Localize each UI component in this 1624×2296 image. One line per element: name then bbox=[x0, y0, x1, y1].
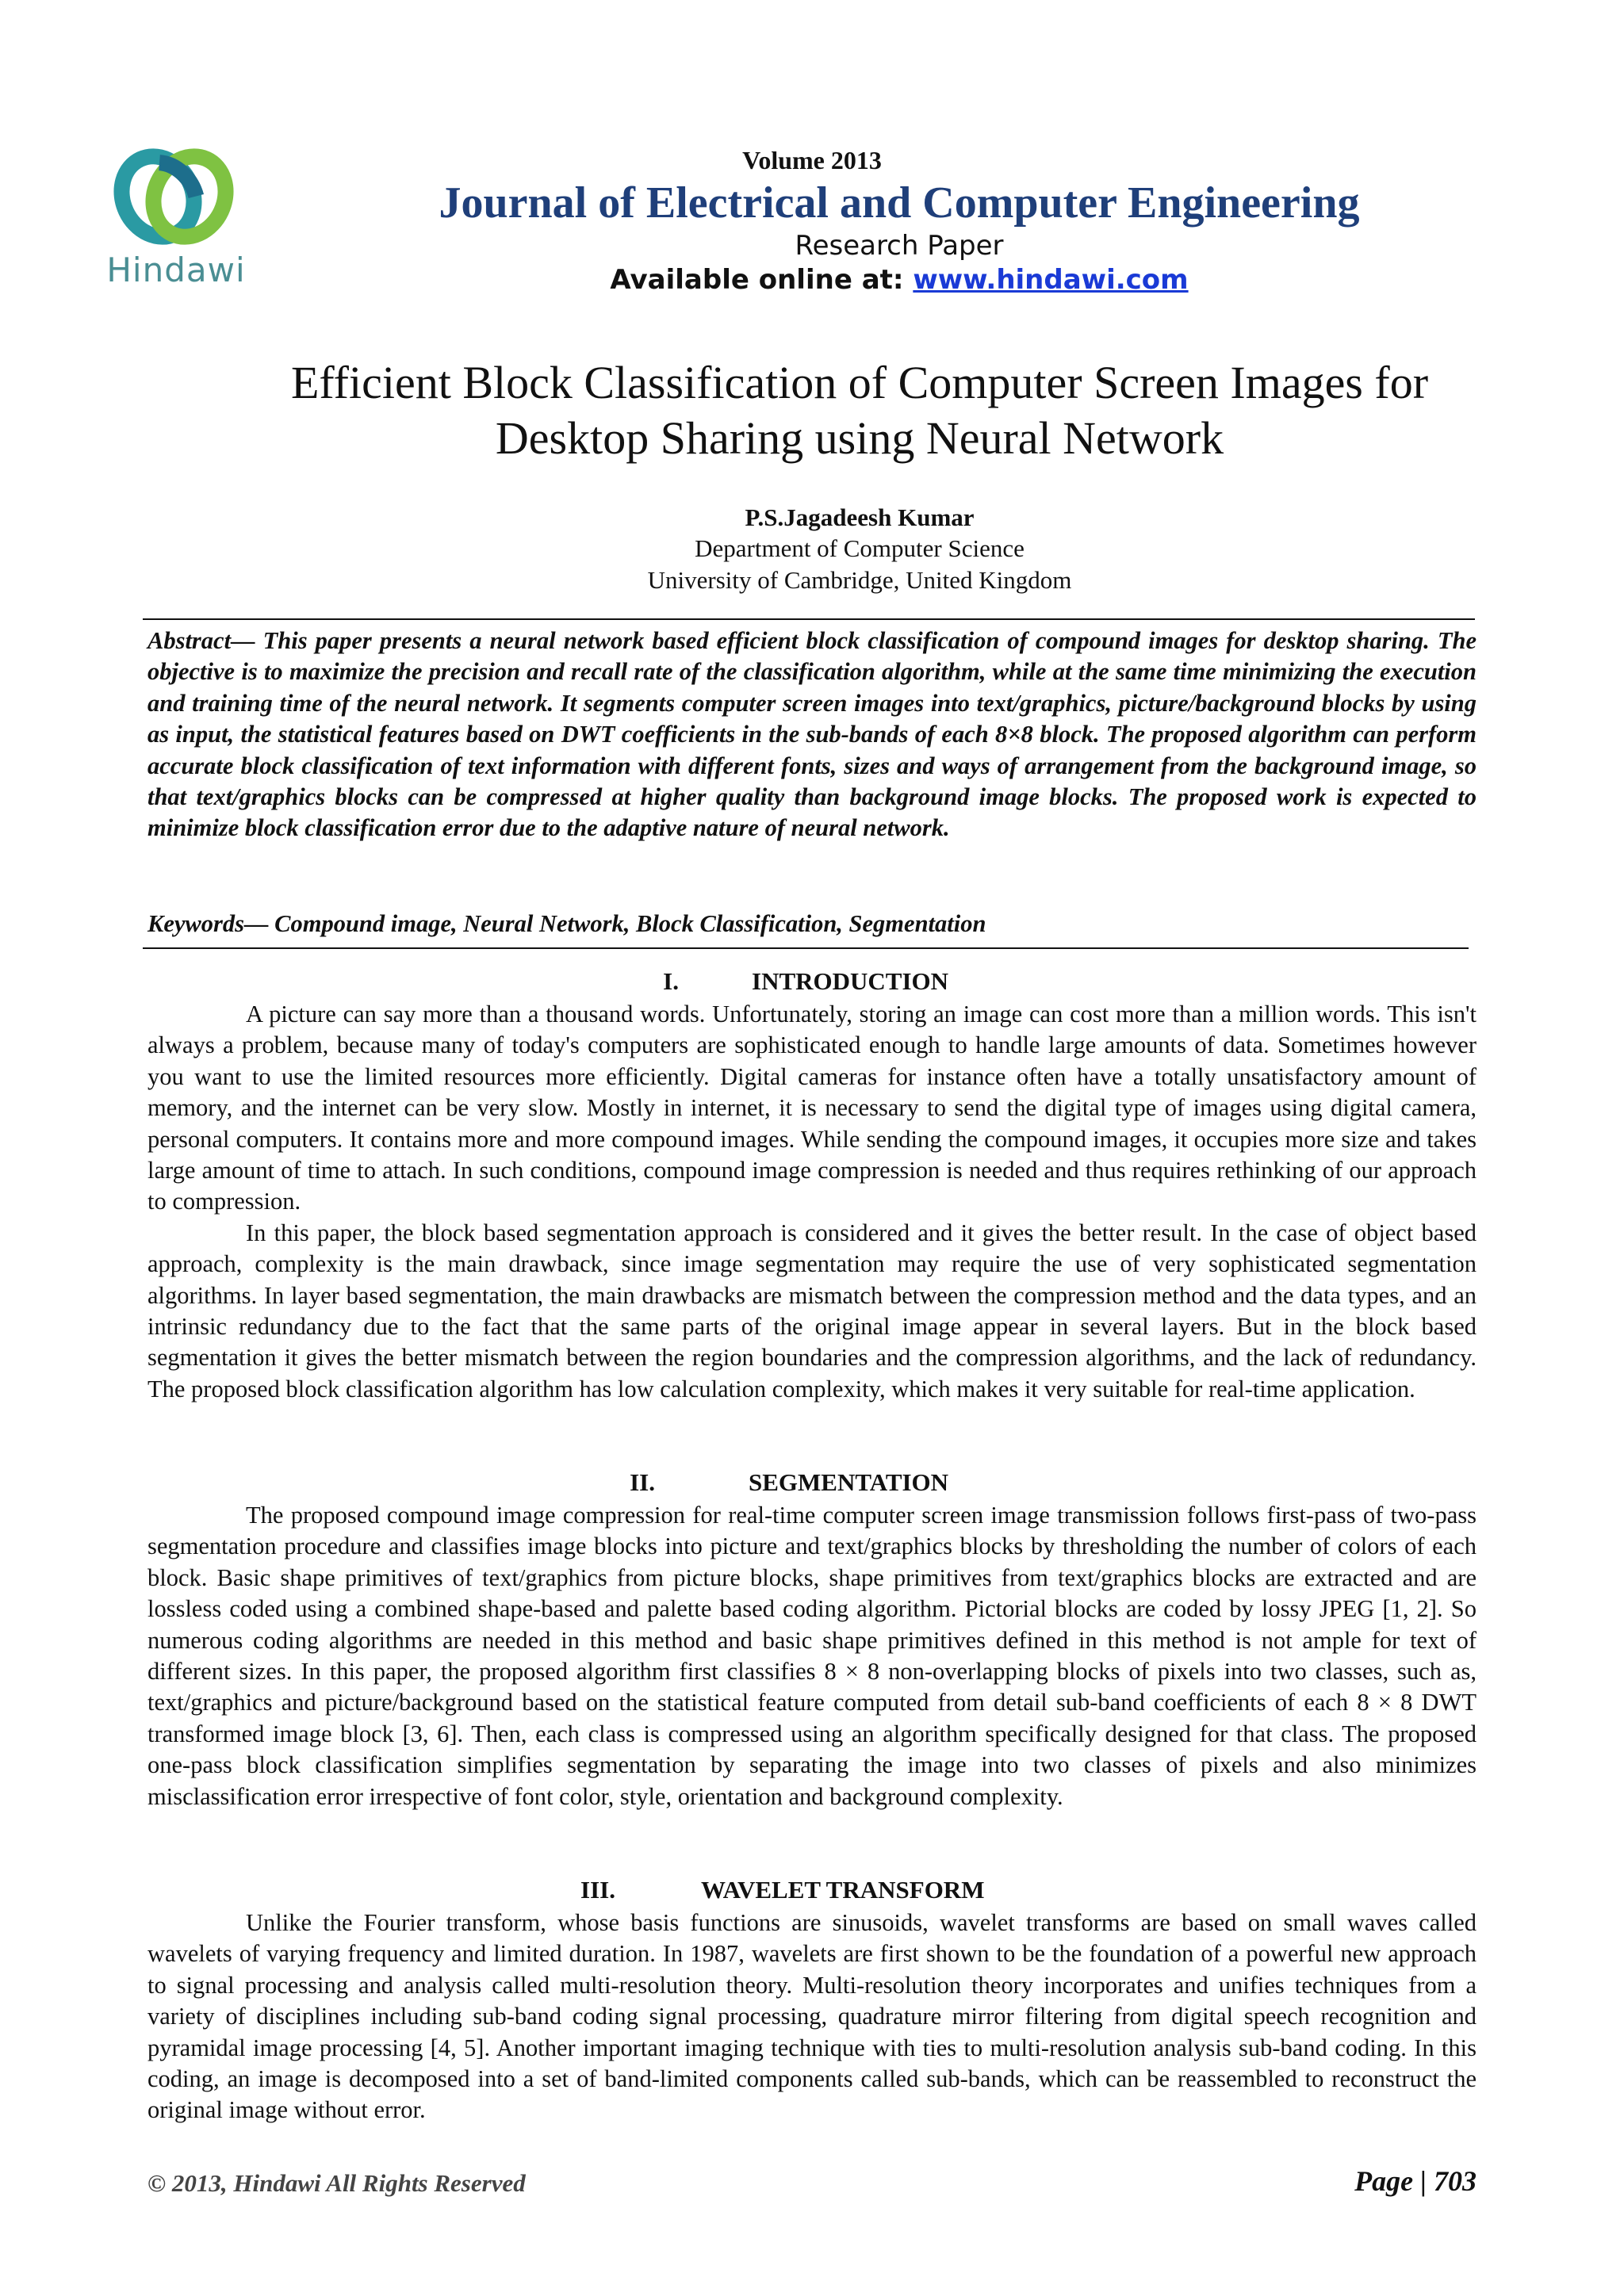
copyright-notice: © 2013, Hindawi All Rights Reserved bbox=[147, 2169, 526, 2197]
paragraph: In this paper, the block based segmentation approach is considered and it gives the better result. In the case of object based approach, complexity is the main drawback, since image segmentation may require the use of very sophisticated segmentation algorithms. In layer based segmentation, the main drawbacks are mismatch between the compression method and the data types, and an intrinsic redundancy due to the fact that the same parts of the original image appear in several layers. But in the block based segmentation it gives the better mismatch between the region boundaries and the compression algorithms, and the lack of redundancy. The proposed block classification algorithm has low calculation complexity, which makes it very suitable for real-time application. bbox=[147, 1219, 1477, 1402]
journal-volume: Volume 2013 bbox=[742, 146, 882, 174]
paragraph: The proposed compound image compression for real-time computer screen image transmission follows first-pass of two-pass segmentation procedure and classifies image blocks into picture and text/graphics blocks by thresholding the number of colors of each block. Basic shape primitives of text/graphics from picture blocks, shape primitives from text/graphics blocks are extracted and are lossless coded using a combined shape-based and palette based coding algorithm. Pictorial blocks are coded by lossy JPEG [1, 2]. So numerous coding algorithms are needed in this method and basic shape primitives defined in this method is not ample for text of different sizes. In this paper, the proposed algorithm first classifies 8 × 8 non-overlapping blocks of pixels into two classes, such as, text/graphics and picture/background based on the statistical feature computed from detail sub-band coefficients of each 8 × 8 DWT transformed image block [3, 6]. Then, each class is compressed using an algorithm specifically designed for that class. The proposed one-pass block classification simplifies segmentation by separating the image into two classes of pixels and also minimizes misclassification error irrespective of font color, style, orientation and background complexity. bbox=[147, 1502, 1477, 1810]
page-number: Page | 703 bbox=[1354, 2165, 1477, 2197]
paper-title-line-1: Efficient Block Classification of Computer Screen Images for bbox=[290, 357, 1429, 408]
abstract-top-rule bbox=[143, 618, 1475, 620]
website-link[interactable]: www.hindawi.com bbox=[913, 264, 1189, 296]
section-number: III. bbox=[580, 1876, 615, 1904]
author-department: Department of Computer Science bbox=[695, 534, 1025, 562]
availability-line bbox=[87, 264, 1624, 296]
paper-title bbox=[48, 355, 1624, 466]
author-name: P.S.Jagadeesh Kumar bbox=[745, 503, 975, 531]
section-number: I. bbox=[663, 967, 679, 995]
section-body-segmentation bbox=[147, 1500, 1477, 1812]
keywords: Keywords— Compound image, Neural Network, Block Classification, Segmentation bbox=[147, 910, 986, 937]
section-number: II. bbox=[630, 1468, 655, 1496]
section-heading-segmentation bbox=[147, 1468, 1477, 1500]
section-name: SEGMENTATION bbox=[749, 1468, 949, 1496]
paragraph: A picture can say more than a thousand words. Unfortunately, storing an image can cost more than a million words. This isn't always a problem, because many of today's computers are sophisticated enough to handle large amounts of data. Sometimes however you want to use the limited resources more efficiently. Digital cameras for instance often have a totally unsatisfactory amount of memory, and the internet can be very slow. Mostly in internet, it is necessary to send the digital type of images using digital camera, personal computers. It contains more and more compound images. While sending the compound images, it occupies more size and takes large amount of time to attach. In such conditions, compound image compression is needed and thus requires rethinking of our approach to compression. bbox=[147, 1001, 1477, 1215]
abstract: Abstract— This paper presents a neural network based efficient block classification of compound images for desktop sharing. The objective is to maximize the precision and recall rate of the classification algorithm, while at the same time minimizing the execution and training time of the neural network. It segments computer screen images into text/graphics, picture/background blocks by using as input, the statistical features based on DWT coefficients in the sub-bands of each 8×8 block. The proposed algorithm can perform accurate block classification of text information with different fonts, sizes and ways of arrangement from the background image, so that text/graphics blocks can be compressed at higher quality than background image blocks. The proposed work is expected to minimize block classification error due to the adaptive nature of neural network. bbox=[147, 627, 1477, 842]
paper-type: Research Paper bbox=[795, 230, 1004, 262]
section-name: WAVELET TRANSFORM bbox=[701, 1876, 985, 1904]
section-heading-introduction bbox=[147, 967, 1477, 999]
logo-text: Hindawi bbox=[106, 251, 246, 289]
paragraph: Unlike the Fourier transform, whose basis functions are sinusoids, wavelet transforms are based on small waves called wavelets of varying frequency and limited duration. In 1987, wavelets are first shown to be the foundation of a powerful new approach to signal processing and analysis called multi-resolution theory. Multi-resolution theory incorporates and unifies techniques from a variety of disciplines including sub-band coding signal processing, quadrature mirror filtering from digital speech recognition and pyramidal image processing [4, 5]. Another important imaging technique with ties to multi-resolution analysis sub-band coding. In this coding, an image is decomposed into a set of band-limited components called sub-bands, which can be reassembled to reconstruct the original image without error. bbox=[147, 1909, 1477, 2124]
section-body-introduction bbox=[147, 999, 1477, 1405]
author-university: University of Cambridge, United Kingdom bbox=[647, 566, 1072, 594]
availability-label: Available online at: bbox=[610, 264, 914, 296]
keywords-bottom-rule bbox=[143, 947, 1469, 949]
section-body-wavelet-transform bbox=[147, 1908, 1477, 2126]
journal-title: Journal of Electrical and Computer Engineering bbox=[439, 178, 1360, 228]
paper-title-line-2: Desktop Sharing using Neural Network bbox=[495, 412, 1224, 464]
section-name: INTRODUCTION bbox=[752, 967, 949, 995]
section-heading-wavelet-transform bbox=[147, 1876, 1477, 1908]
